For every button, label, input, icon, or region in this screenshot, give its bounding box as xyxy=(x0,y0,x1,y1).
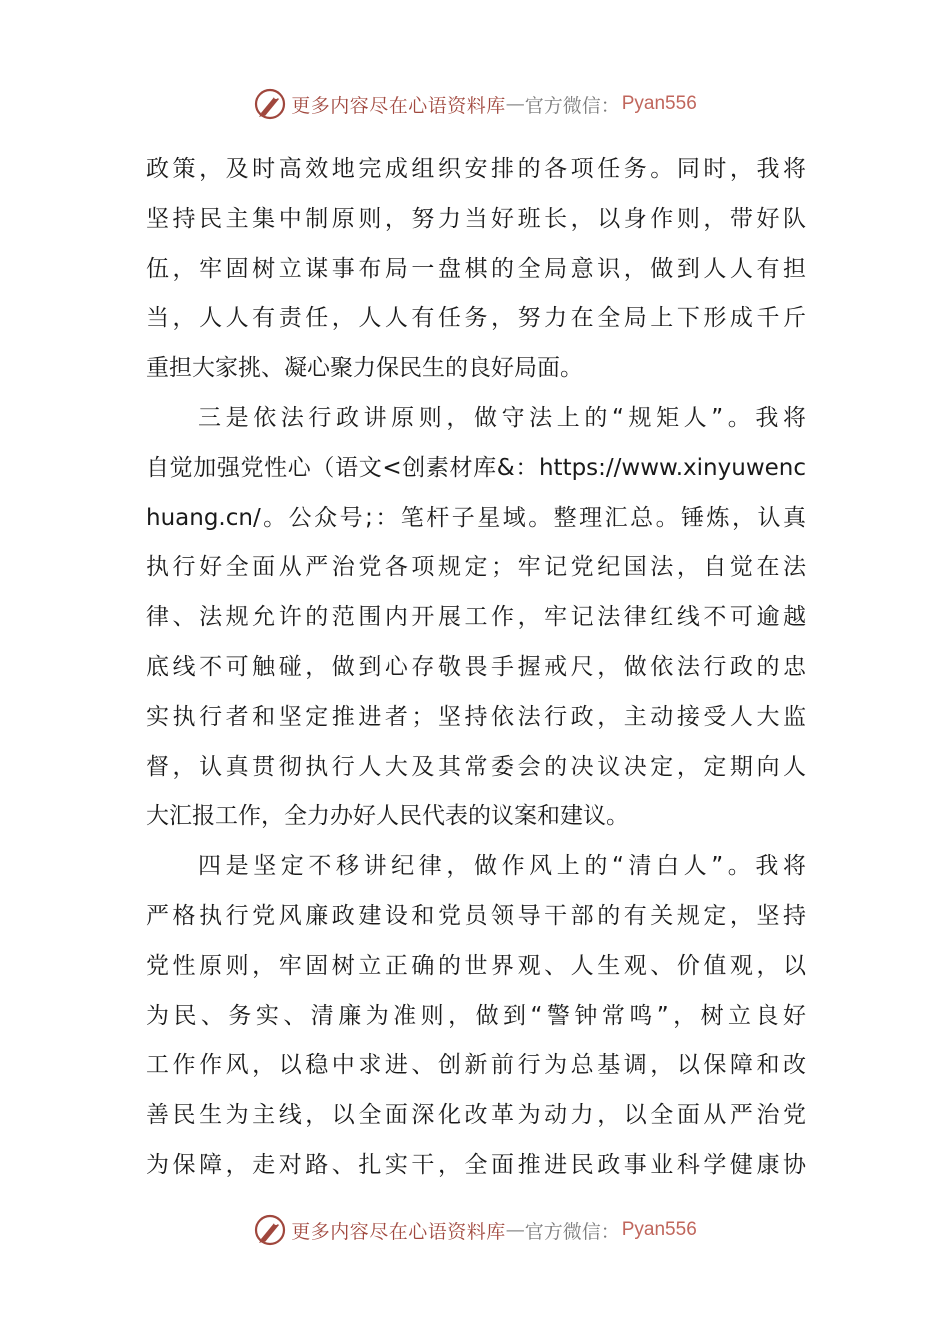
footer-banner xyxy=(0,1210,950,1250)
banner-wechat-label: 官方微信： xyxy=(524,94,620,117)
text-line: 善民生为主线，以全面深化改革为动力，以全面从严治党 xyxy=(146,1102,806,1129)
pen-logo-icon xyxy=(253,1213,287,1247)
text-line: 为民、务实、清廉为准则，做到“警钟常鸣”，树立良好 xyxy=(146,1002,806,1029)
banner-wechat-label: 官方微信： xyxy=(524,1220,620,1243)
header-banner xyxy=(0,84,950,124)
text-line: 严格执行党风廉政建设和党员领导干部的有关规定，坚持 xyxy=(146,902,806,929)
paragraph-start-line: 三是依法行政讲原则，做守法上的“规矩人”。我将 xyxy=(198,404,806,431)
text-line: 工作作风，以稳中求进、创新前行为总基调，以保障和改 xyxy=(146,1052,806,1079)
text-line: 实执行者和坚定推进者；坚持依法行政，主动接受人大监 xyxy=(146,703,806,730)
text-line: 为保障，走对路、扎实干，全面推进民政事业科学健康协 xyxy=(146,1151,806,1178)
text-line: 伍，牢固树立谋事布局一盘棋的全局意识，做到人人有担 xyxy=(146,255,806,282)
paragraph-start-line: 四是坚定不移讲纪律，做作风上的“清白人”。我将 xyxy=(198,853,806,880)
text-line: 政策，及时高效地完成组织安排的各项任务。同时，我将 xyxy=(146,156,806,182)
text-line: 督，认真贯彻执行人大及其常委会的决议决定，定期向人 xyxy=(146,753,806,780)
text-line: 重担大家挑、凝心聚力保民生的良好局面。 xyxy=(146,355,583,382)
banner-wechat-id: Pyan556 xyxy=(621,93,697,114)
text-line: 律、法规允许的范围内开展工作，牢记法律红线不可逾越 xyxy=(146,604,806,631)
text-line: 党性原则，牢固树立正确的世界观、人生观、价值观，以 xyxy=(146,952,806,979)
banner-wechat-id: Pyan556 xyxy=(621,1219,697,1240)
banner-slogan: 更多内容尽在心语资料库 xyxy=(291,1220,506,1243)
text-line: 底线不可触碰，做到心存敬畏手握戒尺，做依法行政的忠 xyxy=(146,653,806,680)
document-body xyxy=(146,145,806,1191)
banner-separator: — xyxy=(505,1219,525,1241)
pen-logo-icon xyxy=(253,87,287,121)
text-line: 大汇报工作，全力办好人民代表的议案和建议。 xyxy=(146,803,629,830)
text-line: 执行好全面从严治党各项规定；牢记党纪国法，自觉在法 xyxy=(146,554,806,581)
text-line: 坚持民主集中制原则，努力当好班长，以身作则，带好队 xyxy=(146,205,806,232)
text-line: huang.cn/。公众号;：笔杆子星域。整理汇总。锤炼，认真 xyxy=(146,504,806,531)
text-line: 自觉加强党性心（语文<创素材库&：https://www.xinyuwenc xyxy=(146,454,806,481)
text-line: 当，人人有责任，人人有任务，努力在全局上下形成千斤 xyxy=(146,305,806,332)
banner-slogan: 更多内容尽在心语资料库 xyxy=(291,94,506,117)
banner-separator: — xyxy=(505,93,525,115)
